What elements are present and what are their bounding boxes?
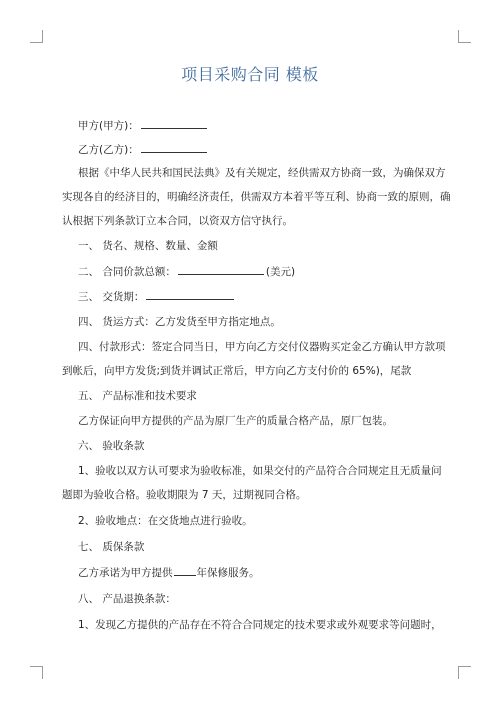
party-b-blank[interactable] [141,142,207,153]
section-2-label: 二、 合同价款总额： [78,266,176,278]
section-2-unit: (美元) [265,266,296,278]
contract-total-blank[interactable] [178,264,264,275]
delivery-date-blank[interactable] [146,289,234,300]
section-7-heading: 七、 质保条款 [78,541,145,553]
party-a-line [78,118,209,133]
page-corner-mark-top-right [458,30,471,43]
warranty-line [78,565,260,580]
section-5-text: 乙方保证向甲方提供的产品为原厂生产的质量合格产品，原厂包装。 [78,415,393,427]
acceptance-line-2: 题即为验收合格。验收期限为 7 天，过期视同合格。 [62,489,307,501]
section-3-line [78,289,236,304]
page-corner-mark-top-left [30,30,43,43]
payment-line-2: 到帐后，向甲方发货;到货并调试正常后，甲方向乙方支付价的 65%)，尾款 [62,365,412,377]
acceptance-location: 2、验收地点：在交货地点进行验收。 [78,515,253,527]
return-line-1: 1、发现乙方提供的产品存在不符合合同规定的技术要求或外观要求等问题时， [78,619,442,631]
section-3-label: 三、 交货期： [78,291,145,303]
intro-line-3: 认根据下列条款订立本合同，以资双方信守执行。 [62,215,293,227]
section-1-heading: 一、 货名、规格、数量、金额 [78,240,218,252]
intro-line-1: 根据《中华人民共和国民法典》及有关规定，经供需双方协商一致，为确保双方 [78,167,446,179]
section-4-line: 四、 货运方式：乙方发货至甲方指定地点。 [78,316,281,328]
warranty-years-blank[interactable] [174,565,196,576]
section-6-heading: 六、 验收条款 [78,440,145,452]
section-2-line [78,264,295,279]
payment-line-1: 四、付款形式：签定合同当日，甲方向乙方交付仪器购买定金乙方确认甲方款项 [78,341,446,353]
document-title: 项目采购合同 模板 [181,65,319,84]
section-8-heading: 八、 产品退换条款： [78,593,176,605]
warranty-text-a: 乙方承诺为甲方提供 [78,567,173,579]
intro-line-2: 实现各自的经济目的，明确经济责任，供需双方本着平等互利、协商一致的原则，确 [62,191,451,203]
party-b-line [78,142,209,157]
party-b-label: 乙方(乙方)： [78,144,139,156]
party-a-label: 甲方(甲方)： [78,120,139,132]
page-corner-mark-bottom-left [30,666,43,679]
party-a-blank[interactable] [141,118,207,129]
section-5-heading: 五、 产品标准和技术要求 [78,390,197,402]
warranty-text-b: 年保修服务。 [196,567,260,579]
page-corner-mark-bottom-right [458,666,471,679]
acceptance-line-1: 1、验收以双方认可要求为验收标准，如果交付的产品符合合同规定且无质量问 [78,465,442,477]
